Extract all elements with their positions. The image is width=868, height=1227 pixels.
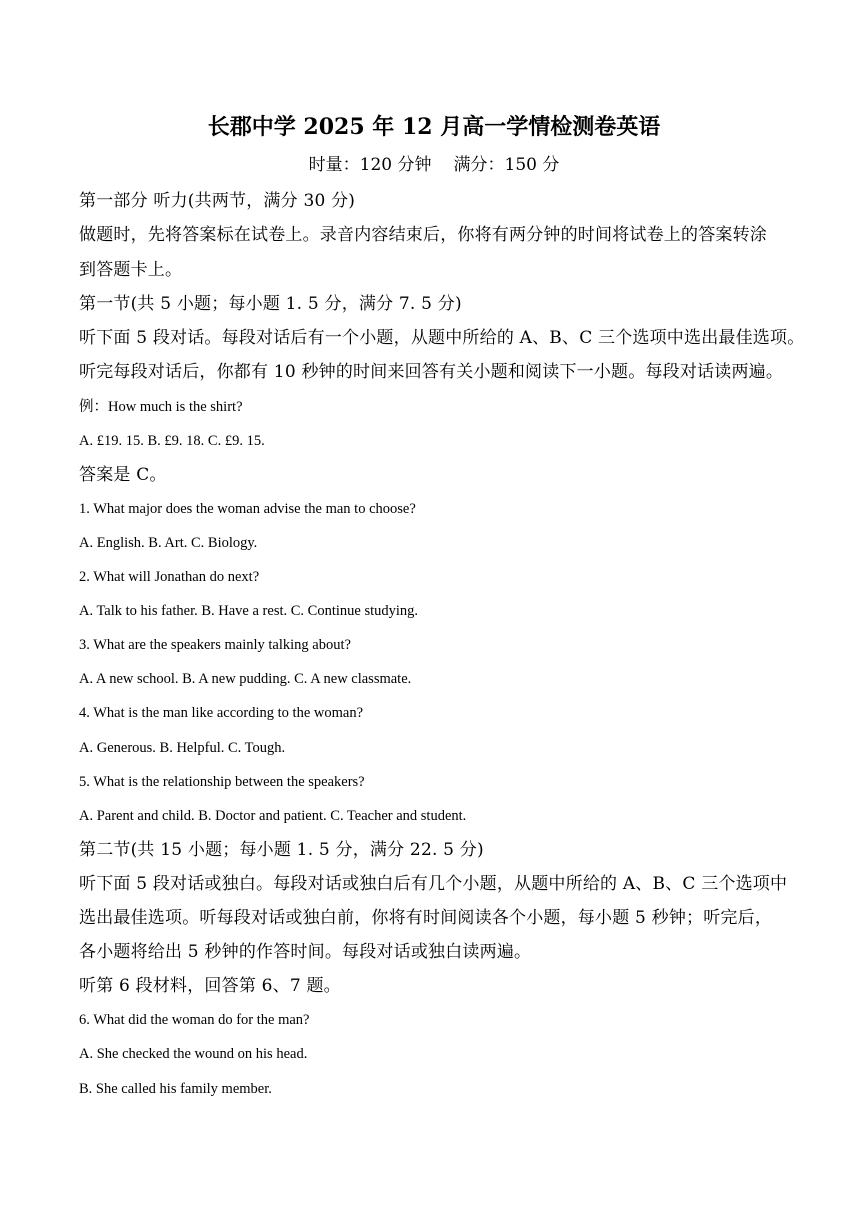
question-3-options: A. A new school. B. A new pudding. C. A new classmate. <box>79 671 412 687</box>
question-2-options: A. Talk to his father. B. Have a rest. C. Continue studying. <box>79 603 419 619</box>
material-note: 听第 6 段材料，回答第 6、7 题。 <box>79 976 341 996</box>
question-6-option-b: B. She called his family member. <box>79 1081 272 1097</box>
part1-heading: 第一部分 听力(共两节，满分 30 分) <box>79 191 356 211</box>
question-4-options: A. Generous. B. Helpful. C. Tough. <box>79 740 286 756</box>
exam-total-score: 满分：150 分 <box>453 155 560 175</box>
exam-subtitle <box>0 157 868 174</box>
section2-desc-line3: 各小题将给出 5 秒钟的作答时间。每段对话或独白读两遍。 <box>79 942 532 962</box>
example-answer: 答案是 C。 <box>79 465 167 485</box>
question-5: 5. What is the relationship between the speakers? <box>79 774 365 790</box>
question-2: 2. What will Jonathan do next? <box>79 569 260 585</box>
question-1: 1. What major does the woman advise the man to choose? <box>79 501 416 517</box>
part1-instructions-line2: 到答题卡上。 <box>79 260 183 280</box>
question-1-options: A. English. B. Art. C. Biology. <box>79 535 258 551</box>
exam-title: 长郡中学 2025 年 12 月高一学情检测卷英语 <box>207 114 661 140</box>
example-options: A. £19. 15. B. £9. 18. C. £9. 15. <box>79 433 265 449</box>
section1-desc-line1: 听下面 5 段对话。每段对话后有一个小题，从题中所给的 A、B、C 三个选项中选出最佳选项。 <box>79 328 805 348</box>
section1-heading: 第一节(共 5 小题；每小题 1. 5 分，满分 7. 5 分) <box>79 294 462 314</box>
question-5-options: A. Parent and child. B. Doctor and patient. C. Teacher and student. <box>79 808 467 824</box>
example-question: 例：How much is the shirt? <box>79 399 243 415</box>
question-6-option-a: A. She checked the wound on his head. <box>79 1046 308 1062</box>
question-3: 3. What are the speakers mainly talking about? <box>79 637 351 653</box>
part1-instructions-line1: 做题时，先将答案标在试卷上。录音内容结束后，你将有两分钟的时间将试卷上的答案转涂 <box>79 225 767 245</box>
question-4: 4. What is the man like according to the woman? <box>79 705 364 721</box>
section2-heading: 第二节(共 15 小题；每小题 1. 5 分，满分 22. 5 分) <box>79 840 484 860</box>
exam-duration: 时量：120 分钟 <box>308 155 432 175</box>
question-6: 6. What did the woman do for the man? <box>79 1012 310 1028</box>
section2-desc-line2: 选出最佳选项。听每段对话或独白前，你将有时间阅读各个小题，每小题 5 秒钟；听完后， <box>79 908 773 928</box>
section1-desc-line2: 听完每段对话后，你都有 10 秒钟的时间来回答有关小题和阅读下一小题。每段对话读两遍。 <box>79 362 784 382</box>
section2-desc-line1: 听下面 5 段对话或独白。每段对话或独白后有几个小题，从题中所给的 A、B、C 三个选项中 <box>79 874 788 894</box>
